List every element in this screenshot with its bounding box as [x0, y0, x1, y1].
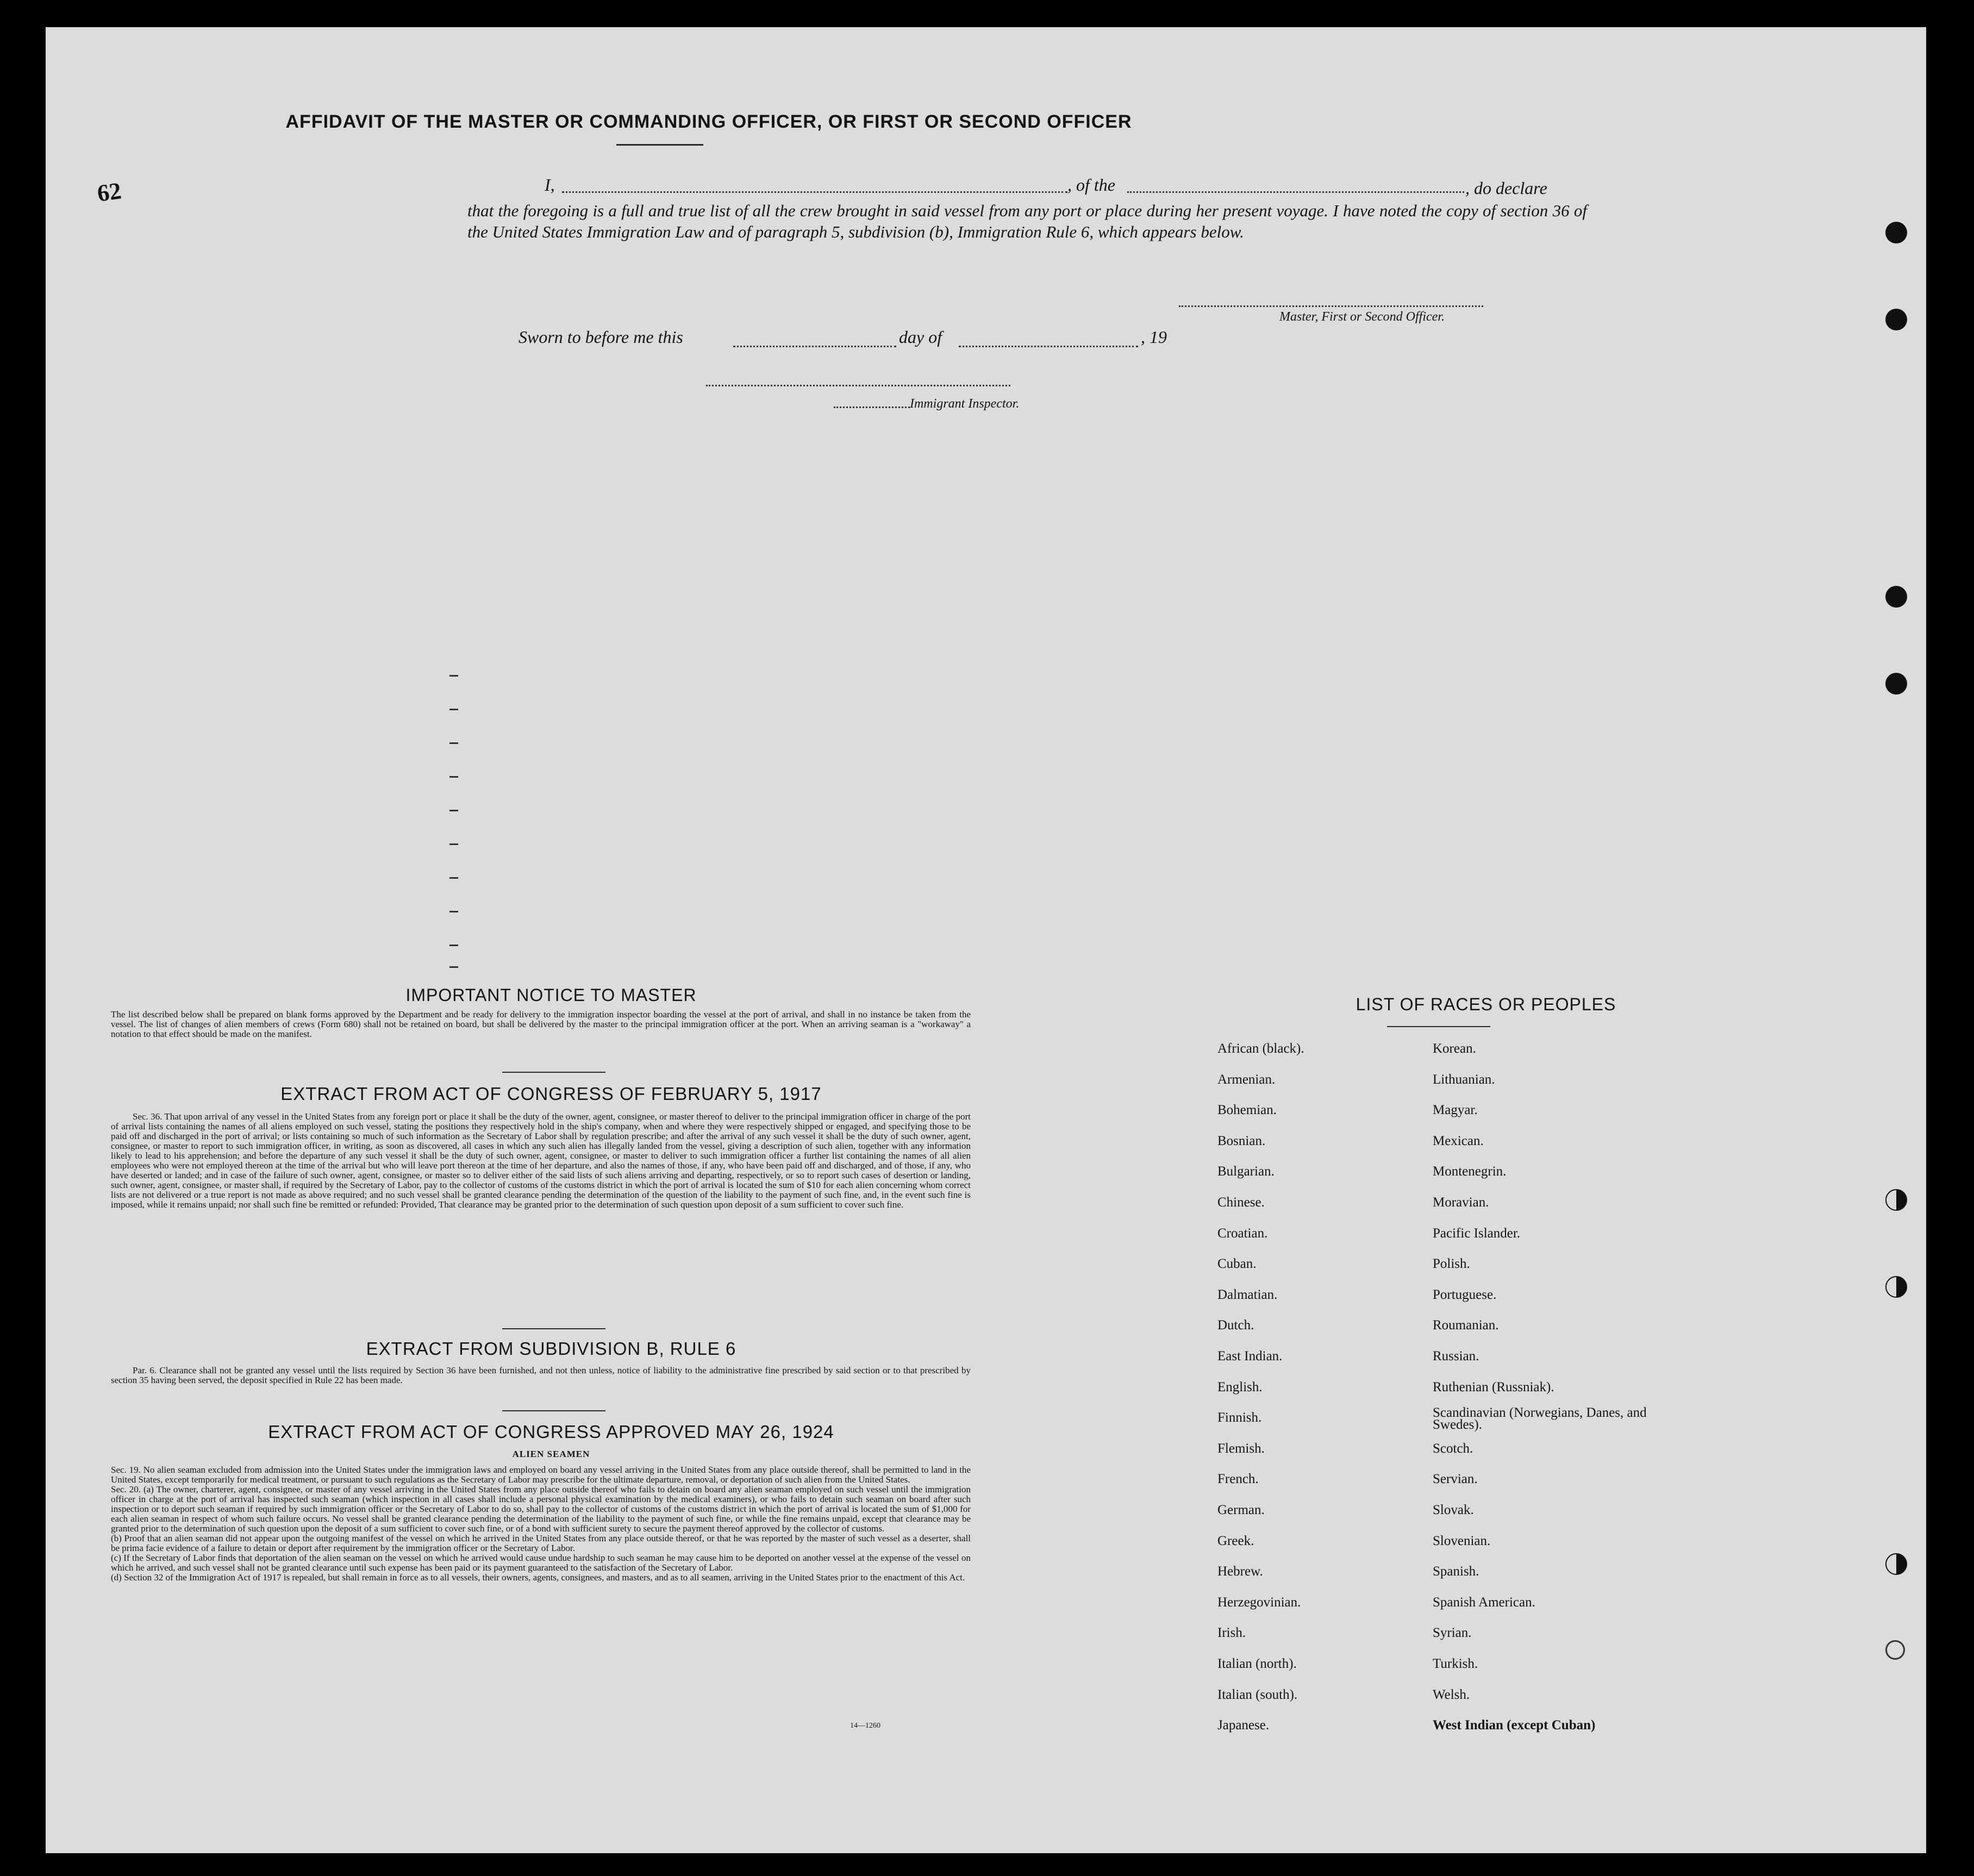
sworn-month-blank[interactable]: [959, 346, 1138, 347]
name-blank[interactable]: [562, 191, 1067, 193]
race-item: Magyar.: [1433, 1103, 1478, 1118]
title-underline: [616, 144, 703, 146]
binder-hole: [1885, 1276, 1907, 1298]
manifest-back-page: [46, 27, 1926, 1853]
extract-1924-title: EXTRACT FROM ACT OF CONGRESS APPROVED MAY 26, 1924: [268, 1422, 834, 1442]
inspector-signature-blank[interactable]: [706, 385, 1010, 386]
race-item: Bulgarian.: [1217, 1164, 1275, 1179]
race-item: Welsh.: [1433, 1687, 1470, 1702]
race-item: Slovak.: [1433, 1503, 1474, 1517]
race-item: Pacific Islander.: [1433, 1225, 1521, 1241]
race-item: Italian (south).: [1217, 1687, 1298, 1702]
race-item: Spanish.: [1433, 1564, 1479, 1579]
affidavit-title: AFFIDAVIT OF THE MASTER OR COMMANDING OFFICER, OR FIRST OR SECOND OFFICER: [285, 111, 1132, 132]
race-item: Finnish.: [1217, 1410, 1262, 1425]
of-the-label: , of the: [1067, 175, 1115, 195]
race-item: Chinese.: [1217, 1195, 1265, 1210]
notice-title: IMPORTANT NOTICE TO MASTER: [405, 985, 697, 1005]
margin-tick: [449, 843, 458, 845]
race-item: Spanish American.: [1433, 1594, 1535, 1610]
race-item: Scandinavian (Norwegians, Danes, and Swedes).: [1433, 1405, 1647, 1433]
race-item: Croatian.: [1217, 1225, 1268, 1241]
binder-hole: [1885, 1553, 1907, 1575]
margin-tick: [449, 742, 458, 744]
margin-tick: [449, 776, 458, 778]
race-item: Portuguese.: [1433, 1287, 1497, 1302]
margin-tick: [449, 709, 458, 710]
race-item: Turkish.: [1433, 1656, 1478, 1671]
binder-hole: [1885, 309, 1907, 330]
races-title: LIST OF RACES OR PEOPLES: [1355, 995, 1616, 1014]
race-item: Slovenian.: [1433, 1533, 1491, 1548]
race-item: Japanese.: [1217, 1718, 1270, 1733]
binder-hole: [1885, 673, 1907, 695]
inspector-caption-rule: [834, 407, 910, 408]
race-item: Hebrew.: [1217, 1564, 1263, 1579]
margin-tick: [449, 966, 458, 968]
extract-rule6-title: EXTRACT FROM SUBDIVISION B, RULE 6: [366, 1339, 736, 1359]
race-item: Korean.: [1433, 1041, 1476, 1056]
races-title-underline: [1387, 1026, 1490, 1027]
i-label: I,: [545, 175, 555, 195]
race-item: Armenian.: [1217, 1072, 1276, 1087]
binder-hole: [1885, 586, 1907, 608]
binder-hole: [1885, 1189, 1907, 1211]
margin-tick: [449, 911, 458, 912]
inspector-caption: Immigrant Inspector.: [910, 397, 1020, 411]
race-item: Ruthenian (Russniak).: [1433, 1379, 1554, 1395]
notice-text: The list described below shall be prepared on blank forms approved by the Department and be ready for delivery to the immigration inspector boarding the vessel at the port of arrival, and shall in no instance be taken from the vessel. The list of changes of alien members of crews (Form 680) shall not be retained on board, but shall be delivered by the master to the principal immigration officer at the port. When an arriving seaman is a "workaway" a notation to that effect should be made on the manifest.: [111, 1009, 971, 1039]
race-item: Dutch.: [1217, 1318, 1254, 1333]
race-item: Moravian.: [1433, 1195, 1489, 1210]
margin-tick: [449, 675, 458, 677]
binder-hole: [1885, 1640, 1905, 1660]
extract-1917-text: Sec. 36. That upon arrival of any vessel in the United States from any foreign port or place it shall be the duty of the owner, agent, consignee, or master thereof to deliver to the principal immigration officer in charge of the port of arrival lists containing the names of all aliens employed on such vessel, stating the positions they respectively hold in the ship's company, when and where they were respectively shipped or engaged, and specifying those to be paid off and discharged in the port of arrival; or lists containing so much of such information as the Secretary of Labor shall by regulation prescribe; and after the arrival of any such vessel it shall be the duty of such owner, agent, consignee, or master to report to such immigration officer, in writing, as soon as discovered, all cases in which any such alien has illegally landed from the vessel, giving a description of such alien, together with any information likely to lead to his apprehension; and before the departure of any such vessel it shall be the duty of such owner, agent, consignee, or master to deliver to such immigration officer a further list containing the names of all alien employees who were not employed thereon at the time of the arrival but who will leave port thereon at the time of her departure, and also the names of those, if any, who have been paid off and discharged, and of those, if any, who have deserted or landed; and in case of the failure of such owner, agent, consignee, or master so to deliver either of the said lists of such aliens arriving and departing, respectively, or so to report such cases of desertion or landing, such owner, agent, consignee, or master shall, if required by the Secretary of Labor, pay to the collector of customs of the customs district in which the port of arrival is located the sum of $10 for each alien concerning whom correct lists are not delivered or a true report is not made as above required; and no such vessel shall be granted clearance pending the determination of the question of the liability to the payment of such fine, and, in the event such fine is imposed, while it remains unpaid; nor shall such fine be remitted or refunded: Provided, That clearance may be granted prior to the determination of such question upon deposit of a sum sufficient to cover such fine.: [111, 1111, 971, 1210]
binder-hole: [1885, 222, 1907, 243]
race-item: Irish.: [1217, 1625, 1246, 1641]
declaration-text: that the foregoing is a full and true list of all the crew brought in said vessel from any port or place during her present voyage. I have noted the copy of section 36 of the United States Immigration Law and of paragraph 5, subdivision (b), Immigration Rule 6, which appears below.: [467, 201, 1587, 241]
section-divider: [502, 1410, 605, 1411]
race-item: West Indian (except Cuban): [1433, 1718, 1596, 1733]
sworn-day-blank[interactable]: [733, 346, 896, 347]
vessel-blank[interactable]: [1127, 191, 1464, 193]
margin-mark: 62: [95, 177, 123, 207]
race-item: Syrian.: [1433, 1625, 1472, 1641]
year-label: , 19: [1141, 327, 1167, 347]
race-item: Montenegrin.: [1433, 1164, 1507, 1179]
section-divider: [502, 1328, 605, 1329]
race-item: Russian.: [1433, 1349, 1479, 1364]
race-item: English.: [1217, 1379, 1263, 1395]
sworn-label: Sworn to before me this: [519, 327, 683, 347]
master-caption: Master, First or Second Officer.: [1279, 310, 1445, 324]
race-item: Scotch.: [1433, 1441, 1473, 1456]
race-item: Bosnian.: [1217, 1133, 1266, 1148]
race-item: East Indian.: [1217, 1349, 1283, 1364]
race-item: German.: [1217, 1503, 1265, 1517]
margin-tick: [449, 810, 458, 811]
extract-1917-title: EXTRACT FROM ACT OF CONGRESS OF FEBRUARY 5, 1917: [280, 1084, 822, 1104]
master-signature-blank[interactable]: [1179, 305, 1483, 307]
do-declare-label: , do declare: [1465, 178, 1547, 198]
race-item: Lithuanian.: [1433, 1072, 1495, 1087]
race-item: Polish.: [1433, 1256, 1470, 1272]
margin-tick: [449, 877, 458, 879]
race-item: Mexican.: [1433, 1133, 1484, 1148]
race-item: French.: [1217, 1472, 1259, 1487]
extract-1924-text: Sec. 19. No alien seaman excluded from admission into the United States under the immigration laws and employed on board any vessel arriving in the United States from any place outside thereof, shall be permitted to land in the United States, except temporarily for medical treatment, or pursuant to such regulations as the Secretary of Labor may prescribe for the ultimate departure, removal, or deportation of such alien from the United States. Sec. 20. (a) The owner, charterer, agent, consignee, or master of any vessel arriving in the United States from any place outside thereof who fails to detain on board any alien seaman employed on such vessel until the immigration officer in charge at the port of arrival has inspected such seaman (which inspection in all cases shall include a personal physical examination by the medical examiners), or who fails to detain such seaman on board after such inspection or to deport such seaman if required by such immigration officer or the Secretary of Labor to do so, shall pay to the collector of customs of the customs district in which the port of arrival is located the sum of $1,000 for each alien seaman in respect of whom such failure occurs. No vessel shall be granted clearance pending the determination of the liability to the payment of such fine, or while the fine remains unpaid, except that clearance may be granted prior to the determination of such question upon the deposit of a sum sufficient to cover such fine, or of a bond with sufficient surety to secure the payment thereof approved by the collector of customs. (b) Proof that an alien seaman did not appear upon the outgoing manifest of the vessel on which he arrived in the United States from any place outside thereof, or that he was reported by the master of such vessel as a deserter, shall be prima facie evidence of a failure to detain or deport after requirement by the immigration officer or the Secretary of Labor. (c) If the Secretary of Labor finds that deportation of the alien seaman on the vessel on which he arrived would cause undue hardship to such seaman he may cause him to be deported on another vessel at the expense of the vessel on which he arrived, and such vessel shall not be granted clearance until such expense has been paid or its payment guaranteed to the satisfaction of the Secretary of Labor. (d) Section 32 of the Immigration Act of 1917 is repealed, but shall remain in force as to all vessels, their owners, agents, consignees, and masters, and as to all seamen, arriving in the United States prior to the enactment of this Act.: [111, 1465, 971, 1583]
extract-rule6-text: Par. 6. Clearance shall not be granted any vessel until the lists required by Section 36 have been furnished, and not then unless, notice of liability to the administrative fine prescribed by said section or to that prescribed by section 35 having been served, the deposit specified in Rule 22 has been made.: [111, 1365, 971, 1385]
race-item: Greek.: [1217, 1533, 1254, 1548]
race-item: Cuban.: [1217, 1256, 1257, 1272]
race-item: Roumanian.: [1433, 1318, 1499, 1333]
race-item: Bohemian.: [1217, 1103, 1277, 1118]
section-divider: [502, 1072, 605, 1073]
race-item: Flemish.: [1217, 1441, 1265, 1456]
race-item: Dalmatian.: [1217, 1287, 1278, 1302]
day-of-label: day of: [899, 327, 942, 347]
margin-tick: [449, 945, 458, 946]
form-number: 14—1260: [850, 1722, 880, 1730]
extract-1924-subtitle: ALIEN SEAMEN: [512, 1449, 590, 1459]
race-item: Italian (north).: [1217, 1656, 1297, 1671]
race-item: African (black).: [1217, 1041, 1304, 1056]
race-item: Herzegovinian.: [1217, 1594, 1301, 1610]
race-item: Servian.: [1433, 1472, 1478, 1487]
